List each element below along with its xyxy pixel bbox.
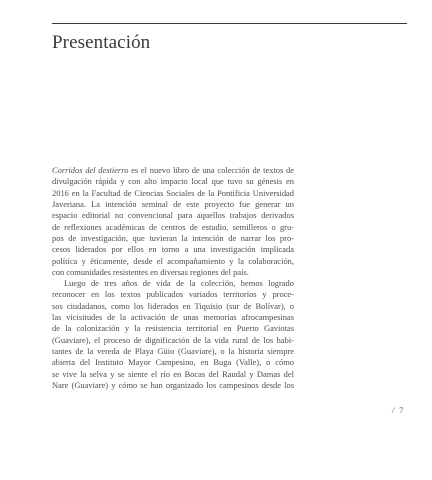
paragraph-1-line: espacio editorial no convencional para aquellos trabajos derivados xyxy=(52,210,294,221)
paragraph-1-line: de reflexiones académicas de centros de estudio, semilleros o gru- xyxy=(52,221,294,232)
paragraph-2-line: Nare (Guaviare) y cómo se han organizado los campesinos desde los xyxy=(52,379,294,390)
paragraph-1-line: pos de investigación, que tuvieran la intención de narrar los pro- xyxy=(52,232,294,243)
page-title: Presentación xyxy=(52,32,151,53)
paragraph-2-line: Luego de tres años de vida de la colección, hemos logrado xyxy=(64,278,294,289)
page-number: 7 xyxy=(399,406,404,415)
body-text xyxy=(52,165,294,391)
paragraph-1-line: política y éticamente, desde el acompañamiento y la colaboración, xyxy=(52,255,294,266)
paragraph-1-line: divulgación rápida y con alto impacto local que tuvo su génesis en xyxy=(52,176,294,187)
paragraph-2-line: sos ciudadanos, como los liderados en Tiquisio (sur de Bolívar), o xyxy=(52,300,294,311)
paragraph-2-line: de la colonización y la resistencia territorial en Puerto Gaviotas xyxy=(52,323,294,334)
paragraph-1-line: Javeriana. La intención seminal de este proyecto fue generar un xyxy=(52,198,294,209)
paragraph-1-line: 2016 en la Facultad de Ciencias Sociales de la Pontificia Universidad xyxy=(52,187,294,198)
paragraph-1-line: cesos liderados por ellos en torno a una investigación implicada xyxy=(52,244,294,255)
paragraph-2-line: reconocer en los textos publicados variados territorios y proce- xyxy=(52,289,294,300)
paragraph-2-line: las vicisitudes de la activación de unas memorias afrocampesinas xyxy=(52,312,294,323)
paragraph-1-lead: es el nuevo libro de una colección de textos de xyxy=(128,165,294,175)
folio-separator: / xyxy=(392,406,395,415)
paragraph-2-line: abierta del Instituto Mayor Campesino, en Buga (Valle), o cómo xyxy=(52,357,294,368)
paragraph-1-line-1 xyxy=(52,165,294,176)
header-rule xyxy=(52,23,407,24)
paragraph-2-line: tantes de la vereda de Playa Güio (Guaviare), o la historia siempre xyxy=(52,346,294,356)
page-folio xyxy=(392,406,403,415)
paragraph-2-line: se vive la selva y se siente el río en Bocas del Raudal y Damas del xyxy=(52,368,294,379)
paragraph-1-line: con comunidades resistentes en diversas regiones del país. xyxy=(52,266,249,277)
paragraph-2-line: (Guaviare), el proceso de dignificación de la vida rural de los habi- xyxy=(52,334,294,345)
book-title: Corridos del destierro xyxy=(52,165,129,175)
